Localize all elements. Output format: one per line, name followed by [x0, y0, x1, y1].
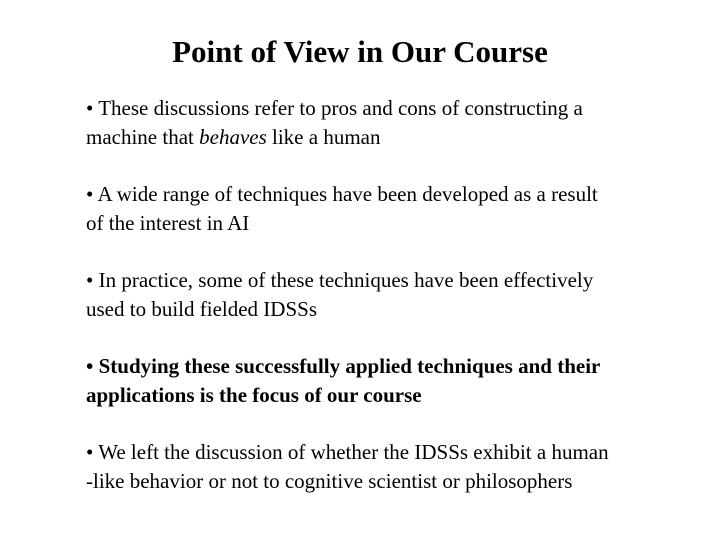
bullet-line: • Studying these successfully applied techniques and their	[86, 354, 601, 378]
bullet-line: • These discussions refer to pros and cons of constructing a	[86, 96, 583, 120]
bullet-text: like a human	[266, 125, 381, 149]
slide-title-text: Point of View in Our Course	[172, 34, 548, 69]
bullet-line	[86, 123, 696, 152]
bullet-line: applications is the focus of our course	[86, 383, 422, 407]
bullet-line: of the interest in AI	[86, 211, 250, 235]
bullet-item-discussion-left	[86, 438, 696, 496]
bullet-item-pros-cons	[86, 94, 696, 152]
bullet-text: machine that	[86, 125, 200, 149]
bullet-line: • We left the discussion of whether the IDSSs exhibit a human	[86, 440, 609, 464]
emphasis-text: behaves	[199, 125, 267, 149]
bullet-item-practice	[86, 266, 696, 324]
bullet-line: • A wide range of techniques have been developed as a result	[86, 182, 598, 206]
bullet-list	[86, 94, 696, 524]
slide-title	[0, 32, 720, 72]
bullet-line: used to build fielded IDSSs	[86, 297, 317, 321]
bullet-line: • In practice, some of these techniques have been effectively	[86, 268, 594, 292]
bullet-item-techniques	[86, 180, 696, 238]
bullet-line: -like behavior or not to cognitive scientist or philosophers	[86, 469, 573, 493]
bullet-item-course-focus	[86, 352, 696, 410]
